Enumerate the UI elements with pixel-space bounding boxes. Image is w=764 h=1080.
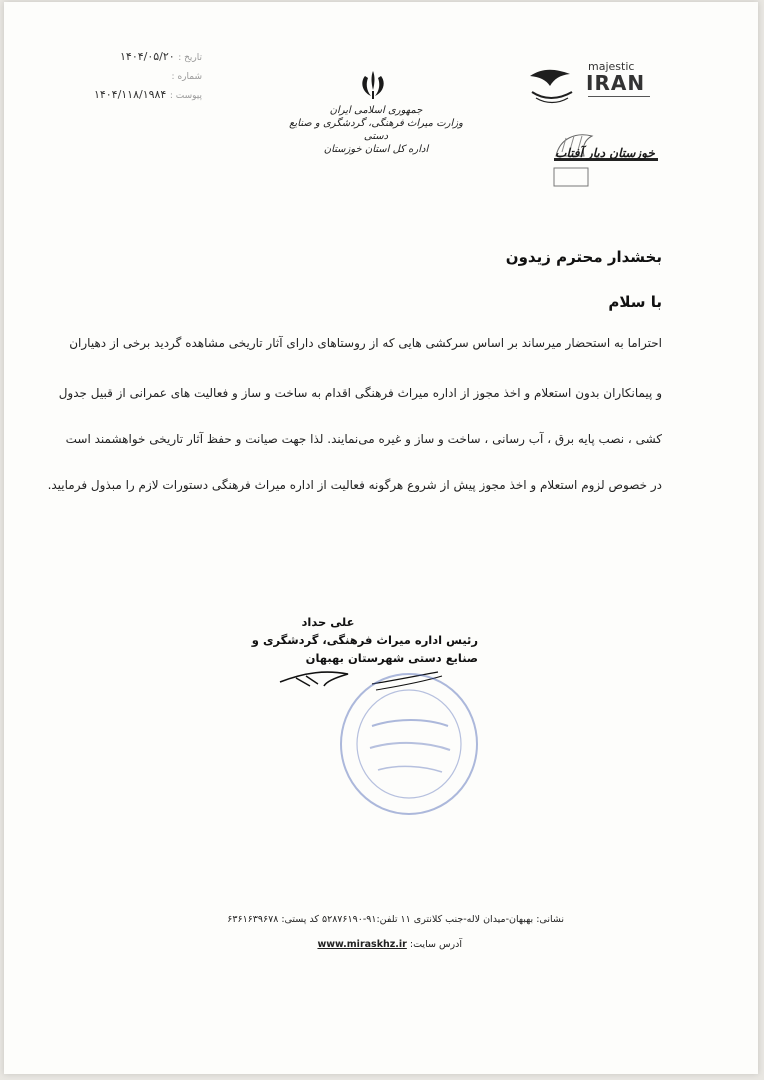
date-value: ۱۴۰۴/۰۵/۲۰ — [120, 50, 175, 63]
bird-icon — [528, 62, 574, 106]
khuzestan-logo — [542, 128, 664, 190]
iran-emblem-icon — [356, 68, 390, 102]
ministry-block — [286, 104, 466, 156]
site-label: آدرس سایت: — [409, 939, 462, 950]
attachment-value: ۱۴۰۴/۱۱۸/۱۹۸۴ — [93, 88, 167, 101]
signer-title-2: صنایع دستی شهرستان بهبهان — [305, 651, 478, 665]
official-stamp — [336, 670, 482, 818]
addressee: بخشدار محترم زیدون — [505, 248, 662, 266]
brand-big: IRAN — [586, 71, 646, 95]
letter-page — [4, 2, 758, 1074]
body-line: در خصوص لزوم استعلام و اخذ مجوز پیش از شروع هرگونه فعالیت از اداره میراث فرهنگی دستورات لازم را مبذول فرمایید. — [47, 478, 662, 492]
province-logo-text: خوزستان دیار آفتاب — [555, 146, 655, 160]
footer-site-row — [162, 939, 462, 950]
date-row — [92, 50, 202, 63]
signature-block — [238, 613, 478, 667]
ministry-text: وزارت میراث فرهنگی، گردشگری و صنایع دستی — [289, 118, 463, 142]
date-label: تاریخ : — [178, 53, 202, 63]
republic-text: جمهوری اسلامی ایران — [329, 105, 423, 116]
signer-name: علی حداد — [301, 615, 355, 629]
body-line: و پیمانکاران بدون استعلام و اخذ مجوز از اداره میراث فرهنگی اقدام به ساخت و ساز و فعالیت های عمرانی از قبیل جدول — [58, 386, 662, 400]
number-label: شماره : — [171, 72, 202, 82]
brand-small: majestic — [588, 60, 635, 73]
footer-address: نشانی: بهبهان-میدان لاله-جنب کلانتری ۱۱ تلفن:۹۱-۵۲۸۷۶۱۹۰ کد پستی: ۶۳۶۱۶۳۹۶۷۸ — [227, 914, 564, 925]
number-row — [92, 69, 202, 82]
body-line: احتراما به استحضار میرساند بر اساس سرکشی هایی که از روستاهای دارای آثار تاریخی مشاهده گردید برخی از دهیاران — [69, 336, 662, 350]
signer-title-1: رئیس اداره میراث فرهنگی، گردشگری و — [251, 633, 478, 647]
site-link[interactable]: www.miraskhz.ir — [317, 939, 407, 950]
majestic-iran-logo — [528, 58, 656, 108]
attachment-row — [86, 88, 202, 101]
attachment-label: پیوست : — [169, 91, 202, 101]
body-line: کشی ، نصب پایه برق ، آب رسانی ، ساخت و ساز و غیره می‌نمایند. لذا جهت صیانت و حفظ آثار تاریخی خواهشمند است — [65, 432, 662, 446]
office-text: اداره کل استان خوزستان — [323, 144, 429, 155]
brand-underline — [588, 96, 650, 97]
greeting: با سلام — [608, 293, 662, 311]
